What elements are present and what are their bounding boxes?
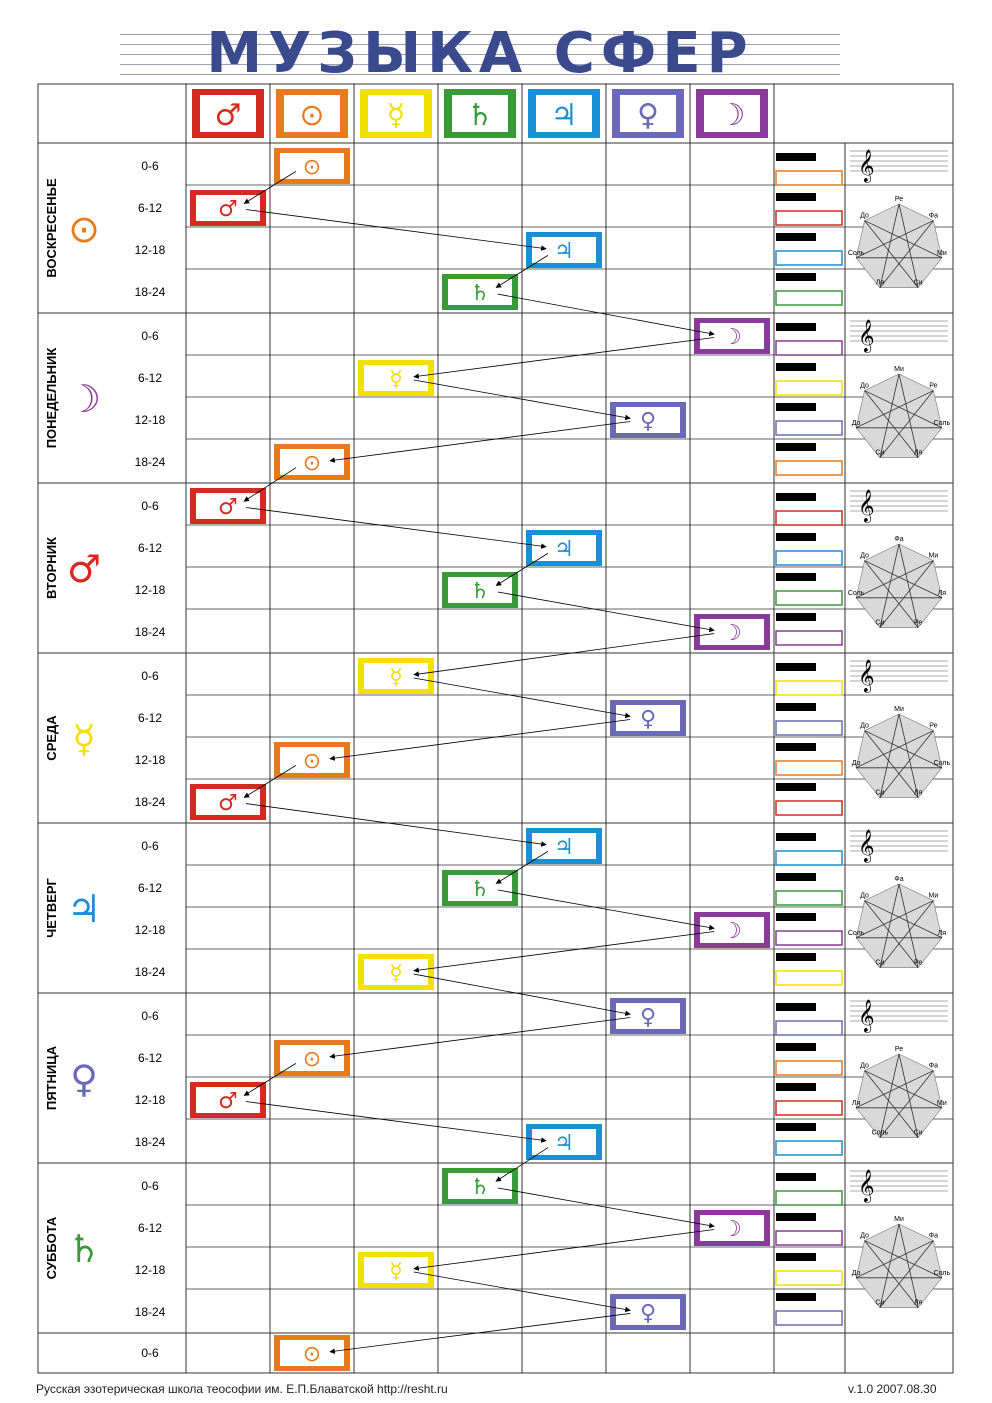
note-label: Соль xyxy=(871,1129,889,1137)
star-diagram xyxy=(852,366,951,458)
header-moon-icon: ☽ xyxy=(718,98,746,133)
star-diagram xyxy=(848,196,947,288)
hour-jupiter-box xyxy=(526,232,602,268)
piano-white-key xyxy=(776,891,842,905)
hour-mercury-box xyxy=(358,1252,434,1288)
treble-clef-icon: 𝄞 xyxy=(858,149,875,182)
hour-label: 18-24 xyxy=(134,1135,166,1149)
note-label: Ми xyxy=(928,892,939,900)
note-label: Ми xyxy=(928,552,939,560)
note-label: Фа xyxy=(928,212,939,220)
jupiter-icon: ♃ xyxy=(554,537,574,562)
header-jupiter-icon: ♃ xyxy=(550,98,578,133)
day-mars-icon: ♂ xyxy=(66,547,102,591)
piano-white-key xyxy=(776,801,842,815)
hour-venus-box xyxy=(610,700,686,736)
piano-white-key xyxy=(776,461,842,475)
hour-label: 0-6 xyxy=(141,499,159,513)
venus-icon: ♀ xyxy=(639,707,657,732)
note-label: Соль xyxy=(933,759,951,767)
day-mercury-icon: ☿ xyxy=(72,717,96,761)
star-diagram xyxy=(852,706,951,798)
header-saturn-icon: ♄ xyxy=(466,98,494,133)
piano-black-key xyxy=(776,913,816,921)
piano-black-key xyxy=(776,533,816,541)
hour-mercury-box xyxy=(358,360,434,396)
hour-label: 12-18 xyxy=(134,413,166,427)
sequence-arrow xyxy=(246,804,546,845)
hour-label: 18-24 xyxy=(134,625,166,639)
hour-sun-box xyxy=(274,1335,350,1371)
note-label: Си xyxy=(875,449,885,457)
piano-white-key xyxy=(776,1311,842,1325)
note-label: Ре xyxy=(929,722,938,730)
header-venus-icon: ♀ xyxy=(637,98,659,133)
piano-white-key xyxy=(776,1141,842,1155)
sun-icon: ⊙ xyxy=(302,1342,322,1367)
treble-clef-icon: 𝄞 xyxy=(858,659,875,692)
hour-label: 18-24 xyxy=(134,1305,166,1319)
note-label: До xyxy=(851,1269,861,1277)
piano-black-key xyxy=(776,273,816,281)
hour-moon-box xyxy=(694,1210,770,1246)
hour-mars-box xyxy=(190,784,266,820)
day-name: ПЯТНИЦА xyxy=(44,1045,59,1111)
mars-icon: ♂ xyxy=(218,1089,238,1114)
note-label: Си xyxy=(875,1299,885,1307)
piano-black-key xyxy=(776,403,816,411)
piano-white-key xyxy=(776,681,842,695)
saturn-icon: ♄ xyxy=(470,579,490,604)
note-label: Си xyxy=(875,619,885,627)
note-label: Ми xyxy=(937,1099,947,1107)
hour-moon-box xyxy=(694,614,770,650)
hour-venus-box xyxy=(610,1294,686,1330)
sequence-arrow xyxy=(330,719,630,758)
piano-white-key xyxy=(776,1021,842,1035)
hour-mars-box xyxy=(190,190,266,226)
saturn-icon: ♄ xyxy=(470,1175,490,1200)
day-jupiter-icon: ♃ xyxy=(66,887,102,931)
hour-venus-box xyxy=(610,998,686,1034)
hour-saturn-box xyxy=(442,870,518,906)
treble-clef-icon: 𝄞 xyxy=(858,489,875,522)
piano-white-key xyxy=(776,251,842,265)
note-label: Соль xyxy=(847,589,865,597)
sequence-arrow xyxy=(246,209,546,248)
page-title: МУЗЫКА СФЕР xyxy=(206,21,754,86)
note-label: Ре xyxy=(913,959,923,967)
piano-white-key xyxy=(776,511,842,525)
piano-black-key xyxy=(776,1293,816,1301)
piano-white-key xyxy=(776,631,842,645)
hour-label: 12-18 xyxy=(134,583,166,597)
header-jupiter-cell xyxy=(528,89,600,138)
hour-saturn-box xyxy=(442,1168,518,1204)
note-label: Фа xyxy=(894,876,904,883)
header-sun-icon: ⊙ xyxy=(299,98,325,133)
note-label: Ля xyxy=(875,279,885,287)
hour-saturn-box xyxy=(442,274,518,310)
piano-white-key xyxy=(776,851,842,865)
sun-icon: ⊙ xyxy=(302,155,322,180)
piano-black-key xyxy=(776,1253,816,1261)
moon-icon: ☽ xyxy=(722,621,742,646)
jupiter-icon: ♃ xyxy=(554,239,574,264)
piano-black-key xyxy=(776,1173,816,1181)
day-name: ВОСКРЕСЕНЬЕ xyxy=(44,178,59,278)
mercury-icon: ☿ xyxy=(389,367,403,392)
header-saturn-cell xyxy=(444,89,516,138)
note-label: Ля xyxy=(851,1099,861,1107)
piano-white-key xyxy=(776,1191,842,1205)
mars-icon: ♂ xyxy=(218,791,238,816)
hour-label: 6-12 xyxy=(137,711,163,725)
jupiter-icon: ♃ xyxy=(554,835,574,860)
note-label: Ля xyxy=(937,589,947,597)
star-diagram xyxy=(848,536,946,628)
hour-jupiter-box xyxy=(526,530,602,566)
day-name: СУББОТА xyxy=(44,1216,59,1280)
piano-black-key xyxy=(776,1003,816,1011)
hour-mars-box xyxy=(190,1082,266,1118)
note-label: Фа xyxy=(928,1232,939,1240)
note-label: Соль xyxy=(847,249,865,257)
sequence-arrow xyxy=(414,634,714,675)
note-label: До xyxy=(860,722,869,730)
hour-jupiter-box xyxy=(526,828,602,864)
hour-sun-box xyxy=(274,742,350,778)
hour-label: 0-6 xyxy=(141,159,159,173)
sequence-arrow xyxy=(330,421,630,460)
mercury-icon: ☿ xyxy=(389,1259,403,1284)
hour-saturn-box xyxy=(442,572,518,608)
music-staff xyxy=(850,999,948,1033)
hour-moon-box xyxy=(694,318,770,354)
header-mars-icon: ♂ xyxy=(214,98,242,133)
piano-black-key xyxy=(776,573,816,581)
header-mercury-cell xyxy=(360,89,432,138)
mercury-icon: ☿ xyxy=(389,665,403,690)
piano-white-key xyxy=(776,291,842,305)
hour-moon-box xyxy=(694,912,770,948)
sequence-arrow xyxy=(246,1101,546,1140)
note-label: Соль xyxy=(847,929,865,937)
piano-black-key xyxy=(776,1213,816,1221)
sequence-arrow xyxy=(246,507,546,546)
note-label: Ми xyxy=(937,249,947,257)
header-mercury-icon: ☿ xyxy=(386,98,406,133)
hour-label: 18-24 xyxy=(134,795,166,809)
piano-black-key xyxy=(776,323,816,331)
sun-icon: ⊙ xyxy=(302,451,322,476)
piano-black-key xyxy=(776,493,816,501)
header-sun-cell xyxy=(276,89,348,138)
piano-black-key xyxy=(776,193,816,201)
piano-white-key xyxy=(776,761,842,775)
sequence-arrow xyxy=(414,337,714,376)
note-label: Фа xyxy=(928,1062,939,1070)
hour-label: 0-6 xyxy=(141,1179,159,1193)
hour-venus-box xyxy=(610,402,686,438)
venus-icon: ♀ xyxy=(639,409,657,434)
hour-label: 18-24 xyxy=(134,285,166,299)
hour-label: 12-18 xyxy=(134,243,166,257)
hour-label: 6-12 xyxy=(137,541,163,555)
moon-icon: ☽ xyxy=(722,919,742,944)
day-saturn-icon: ♄ xyxy=(66,1227,102,1271)
piano-white-key xyxy=(776,1101,842,1115)
sun-icon: ⊙ xyxy=(302,1047,322,1072)
mercury-icon: ☿ xyxy=(389,961,403,986)
note-label: Ля xyxy=(913,1299,923,1307)
piano-white-key xyxy=(776,211,842,225)
note-label: До xyxy=(860,212,869,220)
day-sun-icon: ⊙ xyxy=(68,207,100,251)
day-name: ВТОРНИК xyxy=(44,537,59,599)
music-staff xyxy=(850,319,948,353)
hour-label: 6-12 xyxy=(137,201,163,215)
piano-black-key xyxy=(776,873,816,881)
note-label: Си xyxy=(913,279,923,287)
sun-icon: ⊙ xyxy=(302,749,322,774)
piano-black-key xyxy=(776,443,816,451)
hour-mercury-box xyxy=(358,658,434,694)
saturn-icon: ♄ xyxy=(470,877,490,902)
hour-mars-box xyxy=(190,488,266,524)
note-label: Ля xyxy=(937,929,947,937)
piano-black-key xyxy=(776,703,816,711)
piano-black-key xyxy=(776,663,816,671)
note-label: Си xyxy=(913,1129,923,1137)
note-label: Си xyxy=(875,959,885,967)
note-label: Си xyxy=(875,789,885,797)
moon-icon: ☽ xyxy=(722,325,742,350)
day-name: СРЕДА xyxy=(44,715,59,761)
piano-white-key xyxy=(776,591,842,605)
piano-white-key xyxy=(776,971,842,985)
piano-black-key xyxy=(776,613,816,621)
treble-clef-icon: 𝄞 xyxy=(858,829,875,862)
piano-black-key xyxy=(776,233,816,241)
hour-label: 12-18 xyxy=(134,1263,166,1277)
hour-label: 0-6 xyxy=(141,329,159,343)
note-label: До xyxy=(860,1062,869,1070)
hour-label: 6-12 xyxy=(137,1221,163,1235)
hour-label: 18-24 xyxy=(134,965,166,979)
hour-sun-box xyxy=(274,1040,350,1076)
note-label: Ре xyxy=(929,382,938,390)
piano-black-key xyxy=(776,1043,816,1051)
day-moon-icon: ☽ xyxy=(66,377,102,421)
mars-icon: ♂ xyxy=(218,495,238,520)
star-diagram xyxy=(852,1216,951,1308)
piano-black-key xyxy=(776,153,816,161)
header-venus-cell xyxy=(612,89,684,138)
treble-clef-icon: 𝄞 xyxy=(858,319,875,352)
venus-icon: ♀ xyxy=(639,1005,657,1030)
piano-white-key xyxy=(776,1061,842,1075)
note-label: Ля xyxy=(913,449,923,457)
note-label: Ре xyxy=(894,1046,904,1053)
hour-label: 18-24 xyxy=(134,455,166,469)
hour-label: 12-18 xyxy=(134,1093,166,1107)
note-label: Ми xyxy=(894,366,904,373)
note-label: До xyxy=(851,759,861,767)
hour-label: 6-12 xyxy=(137,371,163,385)
note-label: До xyxy=(860,1232,869,1240)
day-venus-icon: ♀ xyxy=(70,1057,98,1101)
music-staff xyxy=(850,149,948,183)
piano-black-key xyxy=(776,363,816,371)
hour-sun-box xyxy=(274,148,350,184)
piano-black-key xyxy=(776,1123,816,1131)
note-label: Ми xyxy=(894,1216,904,1223)
star-diagram xyxy=(852,1046,947,1138)
header-moon-cell xyxy=(696,89,768,138)
piano-black-key xyxy=(776,953,816,961)
sequence-arrow xyxy=(330,1017,630,1056)
piano-white-key xyxy=(776,171,842,185)
hour-label: 0-6 xyxy=(141,839,159,853)
hour-mercury-box xyxy=(358,954,434,990)
piano-black-key xyxy=(776,783,816,791)
footer-version: v.1.0 2007.08.30 xyxy=(848,1382,937,1396)
note-label: До xyxy=(860,552,869,560)
piano-black-key xyxy=(776,743,816,751)
saturn-icon: ♄ xyxy=(470,281,490,306)
treble-clef-icon: 𝄞 xyxy=(858,999,875,1032)
star-diagram xyxy=(848,876,946,968)
music-staff xyxy=(850,489,948,523)
music-staff xyxy=(850,1169,948,1203)
piano-white-key xyxy=(776,1271,842,1285)
footer-credit: Русская эзотерическая школа теософии им. Е.П.Блаватской http://resht.ru xyxy=(36,1382,448,1396)
hour-label: 0-6 xyxy=(141,1009,159,1023)
header-mars-cell xyxy=(192,89,264,138)
moon-icon: ☽ xyxy=(722,1217,742,1242)
piano-white-key xyxy=(776,551,842,565)
piano-white-key xyxy=(776,721,842,735)
note-label: До xyxy=(860,382,869,390)
sequence-arrow xyxy=(414,931,714,970)
day-name: ЧЕТВЕРГ xyxy=(44,878,59,938)
note-label: Фа xyxy=(894,536,904,543)
note-label: Соль xyxy=(933,1269,951,1277)
jupiter-icon: ♃ xyxy=(554,1131,574,1156)
note-label: До xyxy=(851,419,861,427)
piano-white-key xyxy=(776,931,842,945)
mars-icon: ♂ xyxy=(218,197,238,222)
piano-black-key xyxy=(776,1083,816,1091)
note-label: Ре xyxy=(894,196,904,203)
note-label: Соль xyxy=(933,419,951,427)
hour-label: 6-12 xyxy=(137,1051,163,1065)
note-label: Ля xyxy=(913,789,923,797)
note-label: До xyxy=(860,892,869,900)
treble-clef-icon: 𝄞 xyxy=(858,1169,875,1202)
hour-label: 6-12 xyxy=(137,881,163,895)
hour-label: 0-6 xyxy=(141,669,159,683)
music-staff xyxy=(850,659,948,693)
note-label: Ре xyxy=(913,619,923,627)
piano-black-key xyxy=(776,833,816,841)
hour-label: 0-6 xyxy=(141,1346,159,1360)
piano-white-key xyxy=(776,341,842,355)
music-staff xyxy=(850,829,948,863)
hour-label: 12-18 xyxy=(134,923,166,937)
day-name: ПОНЕДЕЛЬНИК xyxy=(44,347,59,449)
piano-white-key xyxy=(776,1231,842,1245)
note-label: Ми xyxy=(894,706,904,713)
piano-white-key xyxy=(776,421,842,435)
piano-white-key xyxy=(776,381,842,395)
sequence-arrow xyxy=(414,1229,714,1268)
venus-icon: ♀ xyxy=(639,1301,657,1326)
hour-label: 12-18 xyxy=(134,753,166,767)
